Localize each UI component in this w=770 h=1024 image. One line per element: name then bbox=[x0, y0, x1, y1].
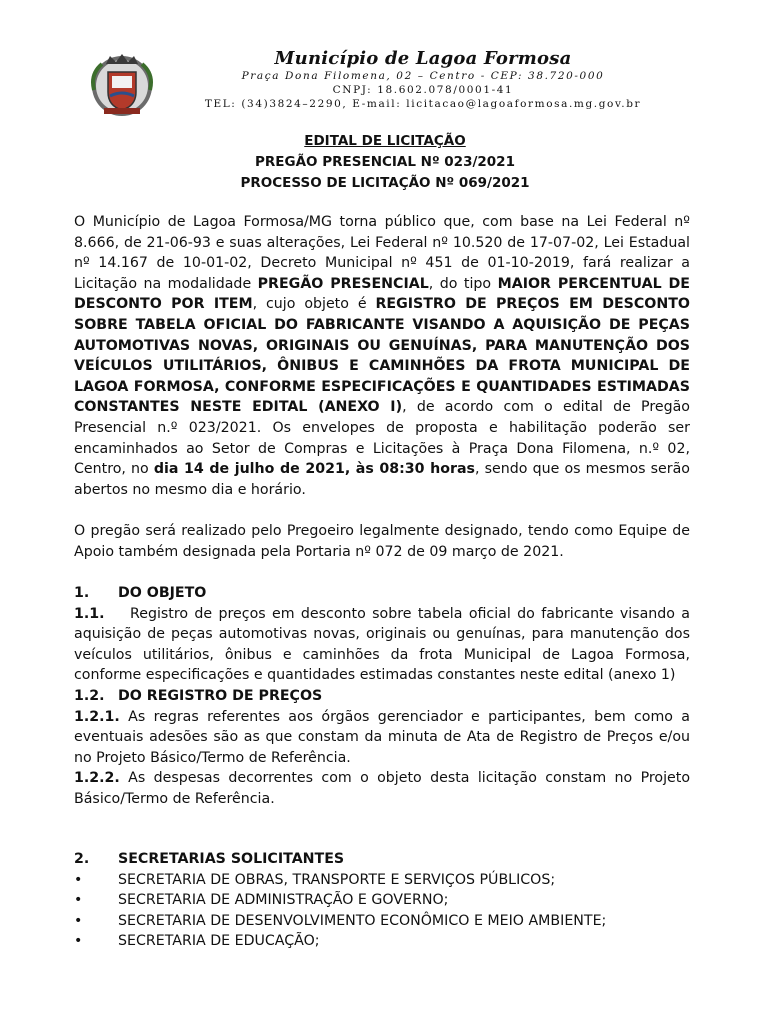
document-titles bbox=[0, 131, 770, 194]
section-title: DO OBJETO bbox=[118, 585, 207, 601]
section-2 bbox=[74, 849, 690, 952]
clause-number: 1.2. bbox=[74, 687, 105, 704]
section-1 bbox=[74, 583, 690, 810]
address-line: Praça Dona Filomena, 02 – Centro - CEP: 38.720-000 bbox=[241, 70, 605, 82]
intro-paragraph bbox=[74, 212, 690, 500]
intro-text: , do tipo bbox=[428, 275, 498, 292]
pregao-title: PREGÃO PRESENCIAL Nº 023/2021 bbox=[255, 154, 515, 170]
intro-type: MAIOR PERCENTUAL DE DESCONTO POR ITEM bbox=[74, 275, 691, 313]
bullet-icon: • bbox=[74, 871, 83, 888]
subsection-title: DO REGISTRO DE PREÇOS bbox=[118, 687, 323, 704]
municipal-coat-of-arms-icon bbox=[88, 50, 156, 118]
intro-text: , sendo que os mesmos serão abertos no mesmo dia e horário. bbox=[74, 461, 690, 498]
list-item bbox=[74, 890, 690, 911]
municipality-name: Município de Lagoa Formosa bbox=[274, 48, 572, 69]
cnpj-line: CNPJ: 18.602.078/0001-41 bbox=[332, 84, 514, 96]
intro-object: REGISTRO DE PREÇOS EM DESCONTO SOBRE TABELA OFICIAL DO FABRICANTE VISANDO A AQUISIÇÃO DE PEÇAS AUTOMOTIVAS NOVAS, ORIGINAIS OU GENUÍNAS, PARA MANUTENÇÃO DOS VEÍCULOS UTILITÁRIOS, ÔNIBUS E CAMINHÕES DA FROTA MUNICIPAL DE LAGOA FORMOSA, CONFORME ESPECIFICAÇÕES E QUANTIDADES ESTIMADAS CONSTANTES NESTE EDITAL (ANEXO I) bbox=[74, 296, 690, 416]
edital-title: EDITAL DE LICITAÇÃO bbox=[304, 133, 466, 149]
letterhead bbox=[88, 48, 688, 128]
section-title: SECRETARIAS SOLICITANTES bbox=[118, 851, 345, 867]
intro-text: , cujo objeto é bbox=[252, 296, 376, 313]
clause-number: 1.2.1. bbox=[74, 708, 120, 725]
intro-text: , de acordo com o edital de Pregão Presencial n.º 023/2021. Os envelopes de proposta e habilitação poderão ser encaminhados ao Setor de Compras e Licitações à Praça Dona Filomena, n.º 02, Centro, no bbox=[74, 399, 690, 478]
clause-text: As regras referentes aos órgãos gerenciador e participantes, bem como a eventuais adesões são as que constam da minuta de Ata de Registro de Preços e/ou no Projeto Básico/Termo de Referência. bbox=[74, 708, 690, 766]
list-item bbox=[74, 911, 690, 932]
list-item-text: SECRETARIA DE EDUCAÇÃO; bbox=[118, 933, 320, 950]
clause-number: 1.1. bbox=[74, 605, 105, 622]
section-number: 2. bbox=[74, 851, 90, 867]
intro-text: O Município de Lagoa Formosa/MG torna público que, com base na Lei Federal nº 8.666, de 21-06-93 e suas alterações, Lei Federal nº 10.520 de 17-07-02, Lei Estadual nº 14.167 de 10-01-02, Decreto Municipal nº 451 de 01-10-2019, fará realizar a Licitação na modalidade bbox=[74, 214, 690, 292]
clause-number: 1.2.2. bbox=[74, 770, 120, 787]
intro-date: dia 14 de julho de 2021, às 08:30 horas bbox=[153, 461, 475, 478]
bullet-icon: • bbox=[74, 912, 83, 929]
list-item-text: SECRETARIA DE ADMINISTRAÇÃO E GOVERNO; bbox=[118, 892, 449, 909]
section-number: 1. bbox=[74, 585, 90, 601]
processo-title: PROCESSO DE LICITAÇÃO Nº 069/2021 bbox=[240, 175, 530, 191]
bullet-icon: • bbox=[74, 933, 83, 950]
list-item bbox=[74, 931, 690, 952]
list-item bbox=[74, 870, 690, 891]
intro-modality: PREGÃO PRESENCIAL bbox=[257, 275, 429, 292]
clause-text: As despesas decorrentes com o objeto desta licitação constam no Projeto Básico/Termo de Referência. bbox=[74, 770, 691, 807]
clause-text: Registro de preços em desconto sobre tabela oficial do fabricante visando a aquisição de peças automotivas novas, originais ou genuínas, para manutenção dos veículos utilitários, ônibus e caminhões da frota Municipal de Lagoa Formosa, conforme especificações e quantidades estimadas constantes neste edital (anexo 1) bbox=[74, 605, 690, 684]
contact-line: TEL: (34)3824–2290, E-mail: licitacao@lagoaformosa.mg.gov.br bbox=[204, 98, 642, 110]
list-item-text: SECRETARIA DE OBRAS, TRANSPORTE E SERVIÇOS PÚBLICOS; bbox=[118, 871, 556, 888]
bullet-icon: • bbox=[74, 892, 83, 909]
pregoeiro-paragraph: O pregão será realizado pelo Pregoeiro legalmente designado, tendo como Equipe de Apoio também designada pela Portaria nº 072 de 09 março de 2021. bbox=[74, 523, 690, 560]
list-item-text: SECRETARIA DE DESENVOLVIMENTO ECONÔMICO E MEIO AMBIENTE; bbox=[118, 912, 607, 929]
